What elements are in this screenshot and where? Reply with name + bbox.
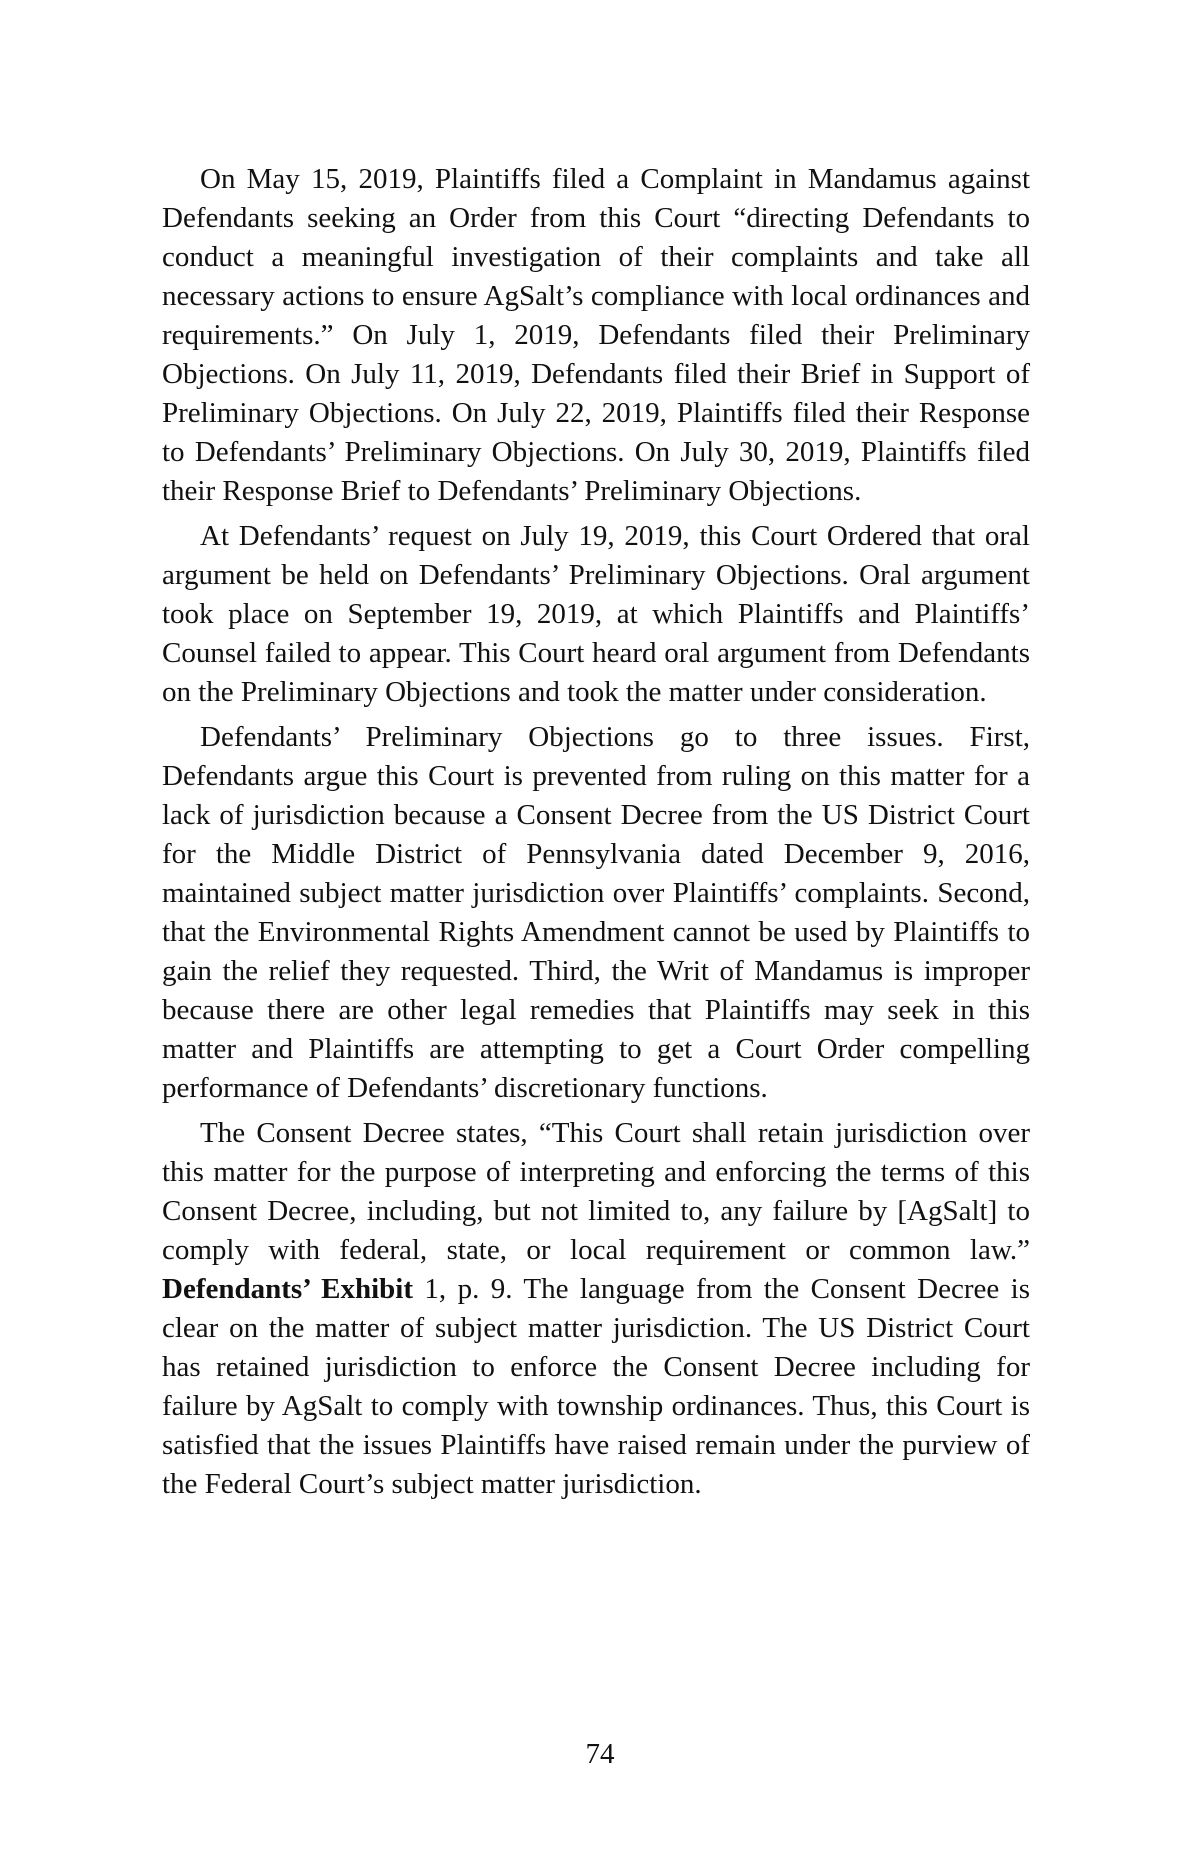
consent-decree-text-before: The Consent Decree states, “This Court shall retain jurisdiction over this matter for the purpose of interpreting and enforcing the terms of this Consent Decree, including, but not limited to, any failure by [AgSalt] to comply with federal, state, or local requirement or common law.” [162, 1117, 1030, 1266]
page-number: 74 [585, 1738, 615, 1770]
paragraph-procedural-history: On May 15, 2019, Plaintiffs filed a Complaint in Mandamus against Defendants seeking an Order from this Court “directing Defendants to conduct a meaningful investigation of their complaints and take all necessary actions to ensure AgSalt’s compliance with local ordinances and requirements.” On July 1, 2019, Defendants filed their Preliminary Objections. On July 11, 2019, Defendants filed their Brief in Support of Preliminary Objections. On July 22, 2019, Plaintiffs filed their Response to Defendants’ Preliminary Objections. On July 30, 2019, Plaintiffs filed their Response Brief to Defendants’ Preliminary Objections. [162, 163, 1030, 507]
consent-decree-text-after: 1, p. 9. The language from the Consent Decree is clear on the matter of subject matter jurisdiction. The US District Court has retained jurisdiction to enforce the Consent Decree including for failure by AgSalt to comply with township ordinances. Thus, this Court is satisfied that the issues Plaintiffs have raised remain under the purview of the Federal Court’s subject matter jurisdiction. [162, 1273, 1030, 1500]
body-text [162, 160, 1030, 1510]
exhibit-reference: Defendants’ Exhibit [162, 1273, 413, 1305]
paragraph-preliminary-objections: Defendants’ Preliminary Objections go to three issues. First, Defendants argue this Court is prevented from ruling on this matter for a lack of jurisdiction because a Consent Decree from the US District Court for the Middle District of Pennsylvania dated December 9, 2016, maintained subject matter jurisdiction over Plaintiffs’ complaints. Second, that the Environmental Rights Amendment cannot be used by Plaintiffs to gain the relief they requested. Third, the Writ of Mandamus is improper because there are other legal remedies that Plaintiffs may seek in this matter and Plaintiffs are attempting to get a Court Order compelling performance of Defendants’ discretionary functions. [162, 721, 1030, 1104]
paragraph-consent-decree [162, 1114, 1030, 1504]
paragraph-oral-argument: At Defendants’ request on July 19, 2019, this Court Ordered that oral argument be held on Defendants’ Preliminary Objections. Oral argument took place on September 19, 2019, at which Plaintiffs and Plaintiffs’ Counsel failed to appear. This Court heard oral argument from Defendants on the Preliminary Objections and took the matter under consideration. [162, 520, 1030, 708]
